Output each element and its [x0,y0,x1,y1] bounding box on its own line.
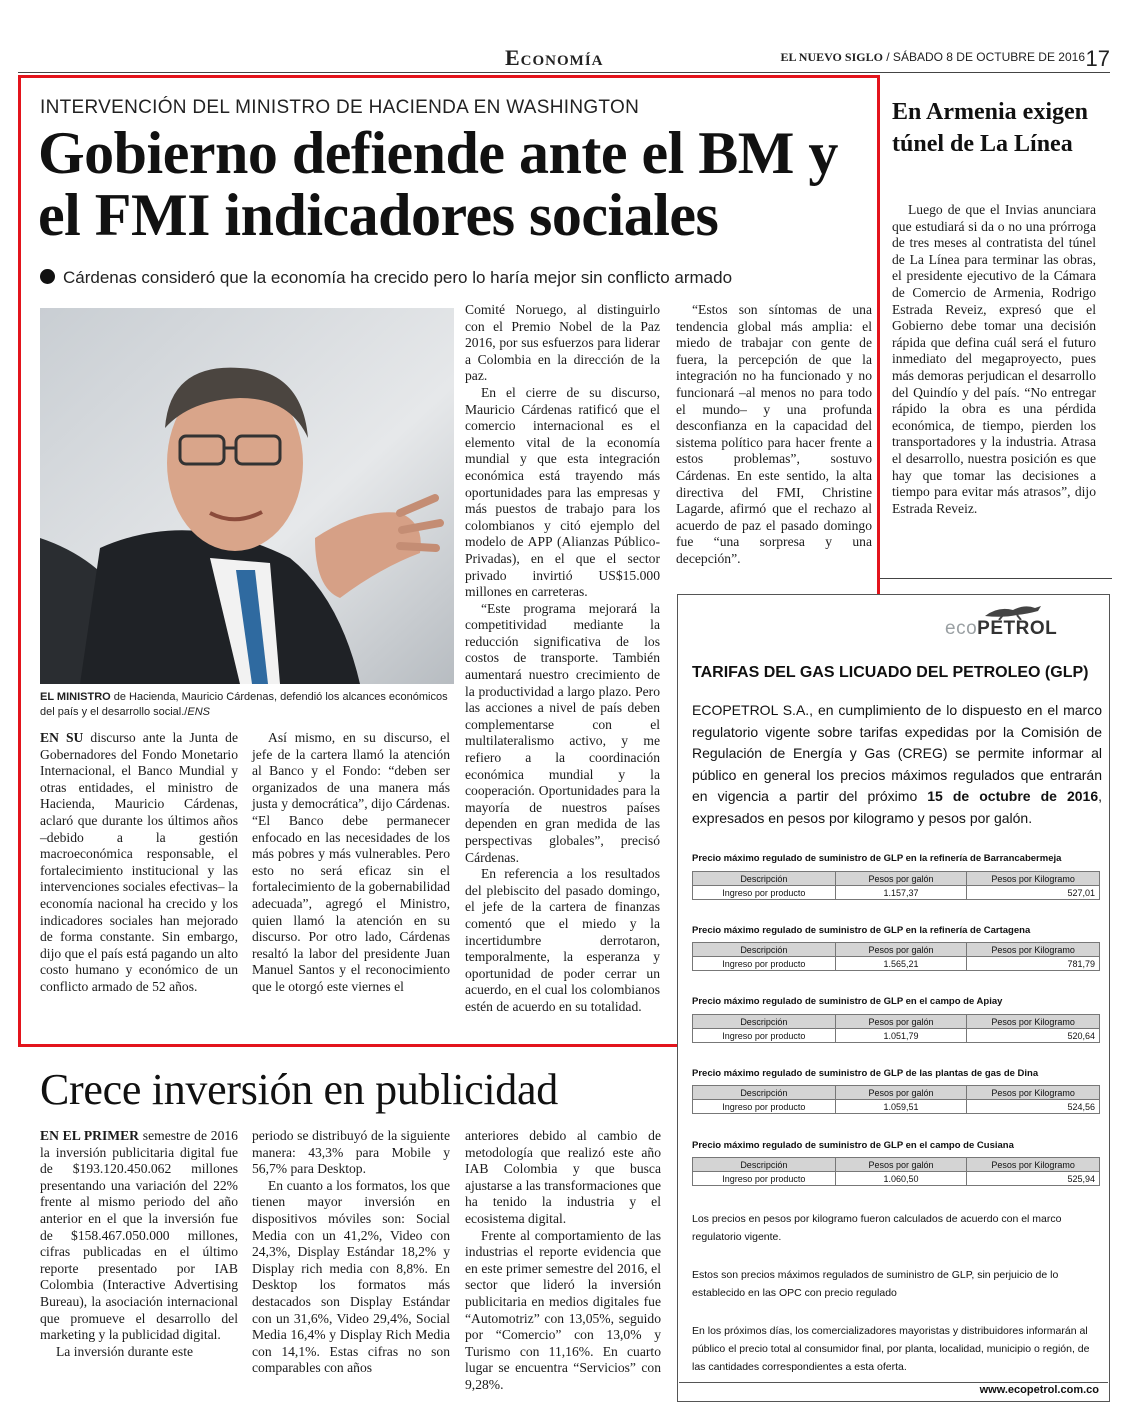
price-kilogram: 524,56 [967,1100,1100,1114]
paragraph: En el cierre de su discurso, Mauricio Cárdenas ratificó que el comercio internacional es el elemento vital de la economía mundial y que esta integración económica está trayendo más oportunidades para las empresas y más puestos de trabajo para los colombianos y citó ejemplo del modelo de APP (Alianzas Público-Privadas), en el que el sector privado invirtió US$15.000 millones en carreteras. [465,384,660,600]
col-header-kilogram: Pesos por Kilogramo [967,1086,1100,1100]
paragraph: Comité Noruego, al distinguirlo con el Premio Nobel de la Paz 2016, por sus esfuerzos para liderar a Colombia en la dirección de la paz. [465,302,660,384]
second-column-2 [252,1128,450,1377]
paragraph: “Este programa mejorará la competitividad mediante la reducción significativa de los costos de transporte. También aumentará nuestro crecimiento de la productividad a largo plazo. Pero las acciones a nivel de país deben complementarse con el multilateralismo activo, y me refiero a la coordinación económica mundial y la cooperación. Oportunidades para la mayoría de nuestros países dependen en gran medida de las perspectivas globales”, precisó Cárdenas. [465,600,660,865]
price-table-title: Precio máximo regulado de suministro de GLP en el campo de Apiay [692,996,1003,1007]
price-gallon: 1.060,50 [835,1172,967,1186]
col-header-kilogram: Pesos por Kilogramo [967,1015,1100,1029]
price-table [692,942,1100,971]
paragraph: Luego de que el Invias anunciara que estudiará si da o no una prórroga de tres meses al contratista del túnel de La Línea para terminar las obras, el presidente ejecutivo de la Cámara de Comercio de Armenia, Rodrigo Estrada Reveiz, expresó que el Gobierno debe tomar una decisión rápida que defina cuál será el futuro inmediato del megaproyecto, pues más demoras perjudican el desarrollo del Quindío y del país. “No entregar rápido la obra es una pérdida económica, de tiempo, pierden los transportadores y la industria. Atrasa el desarrollo, nuestra posición es que hay que tomar las decisiones a tiempo para evitar más atrasos”, dijo Estrada Reveiz. [892,202,1096,516]
section-title: Economía [505,45,604,70]
ecopetrol-logo [945,618,1057,640]
paragraph: En referencia a los resultados del plebiscito del pasado domingo, el jefe de la cartera de finanzas comentó que el miedo y la incertidumbre derrotaron, temporalmente, la esperanza y oportunidad de poder cerrar un acuerdo, en el cual los colombianos estén de acuerdo en su totalidad. [465,866,660,1014]
col-header-description: Descripción [693,1158,836,1172]
row-label: Ingreso por producto [693,886,836,900]
col-header-description: Descripción [693,943,836,957]
logo-part-eco: eco [945,618,978,639]
paragraph: anteriores debido al cambio de metodología que realizó este año IAB Colombia y que busca ajustarse a las transformaciones que ha tenido la industria y el ecosistema digital. [465,1128,661,1226]
intro-text-end: , expresados en pesos por kilogramo y pesos por galón. [692,788,1102,826]
article-kicker: INTERVENCIÓN DEL MINISTRO DE HACIENDA EN WASHINGTON [40,97,640,118]
col-header-description: Descripción [693,872,836,886]
column-lead: EN SU [40,730,84,745]
minister-photo [40,308,454,684]
sidebar-body [892,202,1096,517]
price-table [692,1157,1100,1186]
price-kilogram: 781,79 [967,957,1100,971]
price-table-title: Precio máximo regulado de suministro de GLP de las plantas de gas de Dina [692,1068,1039,1079]
ad-title: TARIFAS DEL GAS LICUADO DEL PETROLEO (GLP) [692,664,1089,681]
col-header-description: Descripción [693,1086,836,1100]
ad-note: Estos son precios máximos regulados de suministro de GLP, sin perjuicio de lo establecido en las OPC con precio regulado [692,1269,1059,1299]
price-table [692,1014,1100,1043]
intro-date: 15 de octubre de 2016 [927,788,1099,804]
logo-part-petrol: PETROL [977,618,1058,639]
subhead-text: Cárdenas consideró que la economía ha crecido pero lo haría mejor sin conflicto armado [63,268,733,287]
col-header-kilogram: Pesos por Kilogramo [967,872,1100,886]
col-header-gallon: Pesos por galón [835,1086,967,1100]
row-label: Ingreso por producto [693,1100,836,1114]
col-header-kilogram: Pesos por Kilogramo [967,1158,1100,1172]
paragraph: periodo se distribuyó de la siguiente manera: 43,3% para Mobile y 56,7% para Desktop. [252,1128,450,1177]
paragraph: La inversión durante este [56,1343,194,1359]
row-label: Ingreso por producto [693,1172,836,1186]
column-lead: EN EL PRIMER [40,1128,139,1143]
ad-note: En los próximos días, los comercializadores mayoristas y distribuidores informarán al público el precio total al consumidor final, por planta, localidad, municipio o región, de las cantidades correspondientes a esta oferta. [692,1325,1090,1373]
table-row [693,886,1100,900]
paragraph: Así mismo, en su discurso, el jefe de la cartera llamó la atención al Banco y el Fondo: “deben ser organizados de una manera más justa y democrática”, dijo Cárdenas. “El Banco debe permanecer enfocado en las necesidades de los más pobres y más vulnerables. Pero esto no será eficaz sin el fortalecimiento de la gobernabilidad adecuada”, agregó el Ministro, quien llamó la atención en su discurso. Por otro lado, Cárdenas resaltó la labor del presidente Juan Manuel Santos y el reconocimiento que le otorgó este viernes el [252,730,450,994]
masthead-date [780,50,1085,65]
ad-intro [692,700,1102,829]
paragraph: Frente al comportamiento de las industrias el reporte evidencia que en este primer semestre del 2016, el sector que lideró la inversión publicitaria en medios digitales fue “Automotriz” con 13,05%, seguido por “Comercio” con 13,0% y Turismo con 11,16%. En cuarto lugar se encuentra “Servicios” con 9,28%. [465,1227,661,1392]
paper-name: EL NUEVO SIGLO [780,50,883,64]
col-header-gallon: Pesos por galón [835,1015,967,1029]
article-column-3 [465,302,660,1016]
paragraph: semestre de 2016 la inversión publicitaria digital fue de $193.120.450.062 millones presentando una variación del 22% frente al mismo periodo del año anterior en el que la inversión fue de $158.467.050.000 millones, cifras publicadas en el último reporte presentado por IAB Colombia (Interactive Advertising Bureau), la asociación internacional que promueve el desarrollo del marketing y la publicidad digital. [40,1128,238,1343]
price-kilogram: 527,01 [967,886,1100,900]
table-row [693,1100,1100,1114]
table-row [693,957,1100,971]
price-table-title: Precio máximo regulado de suministro de GLP en el campo de Cusiana [692,1140,1014,1151]
price-table-title: Precio máximo regulado de suministro de GLP en la refinería de Barrancabermeja [692,853,1062,864]
bullet-icon [40,269,55,284]
paragraph: “Estos son síntomas de una tendencia global más amplia: el miedo de trabajar con gente de fuera, la percepción de que la integración no ha funcionado y no funcionará –al menos no para todo el mundo– y una profunda desconfianza en la capacidad del sistema político para hacer frente a estos problemas”, sostuvo Cárdenas. En este sentido, la alta directiva del FMI, Christine Lagarde, afirmó que el rechazo al acuerdo de paz el pasado domingo fue “una sorpresa y una decepción”. [676,302,872,566]
price-kilogram: 520,64 [967,1029,1100,1043]
article-column-1 [40,730,238,996]
intro-text: ECOPETROL S.A., en cumplimiento de lo dispuesto en el marco regulatorio vigente sobre tarifas expedidas por la Comisión de Regulación de Energía y Gas (CREG) se permite informar al público en general los precios máximos regulados que entrarán en vigencia a partir del próximo [692,702,1102,804]
table-row [693,1172,1100,1186]
article-headline: Gobierno defiende ante el BM y el FMI indicadores sociales [38,120,838,248]
second-headline: Crece inversión en publicidad [40,1065,558,1114]
price-table [692,1085,1100,1114]
caption-credit: ENS [187,706,210,718]
col-header-description: Descripción [693,1015,836,1029]
row-label: Ingreso por producto [693,957,836,971]
col-header-gallon: Pesos por galón [835,943,967,957]
ad-note: Los precios en pesos por kilogramo fueron calculados de acuerdo con el marco regulatorio vigente. [692,1213,1062,1243]
caption-text: de Hacienda, Mauricio Cárdenas, defendió los alcances económicos del país y el desarrollo social./ [40,691,448,718]
price-table-title: Precio máximo regulado de suministro de GLP en la refinería de Cartagena [692,925,1031,936]
photo-caption [40,690,454,720]
paragraph: En cuanto a los formatos, los que tienen mayor inversión en dispositivos móviles son: Social Media con un 41,2%, Video con 24,3%, Display Estándar 18,2% y Display rich media con 8,8%. En Desktop los formatos más destacados son Display Estándar con un 31,6%, Video 29,4%, Social Media 16,4% y Display Rich Media con 14,1%. Estas cifras no son comparables con años [252,1177,450,1376]
article-subhead [40,268,732,288]
iguana-logo-icon [983,600,1043,620]
page-number: 17 [1085,46,1110,71]
ad-url: www.ecopetrol.com.co [979,1384,1099,1396]
article-column-2 [252,730,450,996]
col-header-gallon: Pesos por galón [835,1158,967,1172]
price-gallon: 1.157,37 [835,886,967,900]
paragraph: discurso ante la Junta de Gobernadores del Fondo Monetario Internacional, el Banco Mundial y otras entidades, el ministro de Hacienda, Mauricio Cárdenas, aclaró que durante los últimos años –debido a la gestión macroeconómica responsable, el fortalecimiento institucional y las intervenciones sociales efectivas– la economía nacional ha crecido y los indicadores sociales han mejorado de forma constante. Sin embargo, dijo que el país está pagando un alto costo humano y económico de un conflicto armado de 52 años. [40,730,238,994]
price-gallon: 1.565,21 [835,957,967,971]
table-row [693,1029,1100,1043]
col-header-gallon: Pesos por galón [835,872,967,886]
article-column-4 [676,302,872,568]
caption-lead: EL MINISTRO [40,691,111,703]
price-gallon: 1.051,79 [835,1029,967,1043]
sidebar-headline: En Armenia exigen túnel de La Línea [892,99,1088,157]
row-label: Ingreso por producto [693,1029,836,1043]
second-column-1 [40,1128,238,1360]
price-table [692,871,1100,900]
col-header-kilogram: Pesos por Kilogramo [967,943,1100,957]
header-rule [18,72,1110,73]
price-gallon: 1.059,51 [835,1100,967,1114]
second-column-3 [465,1128,661,1394]
price-kilogram: 525,94 [967,1172,1100,1186]
issue-date: / SÁBADO 8 DE OCTUBRE DE 2016 [886,50,1085,64]
sidebar-rule [880,578,1112,579]
